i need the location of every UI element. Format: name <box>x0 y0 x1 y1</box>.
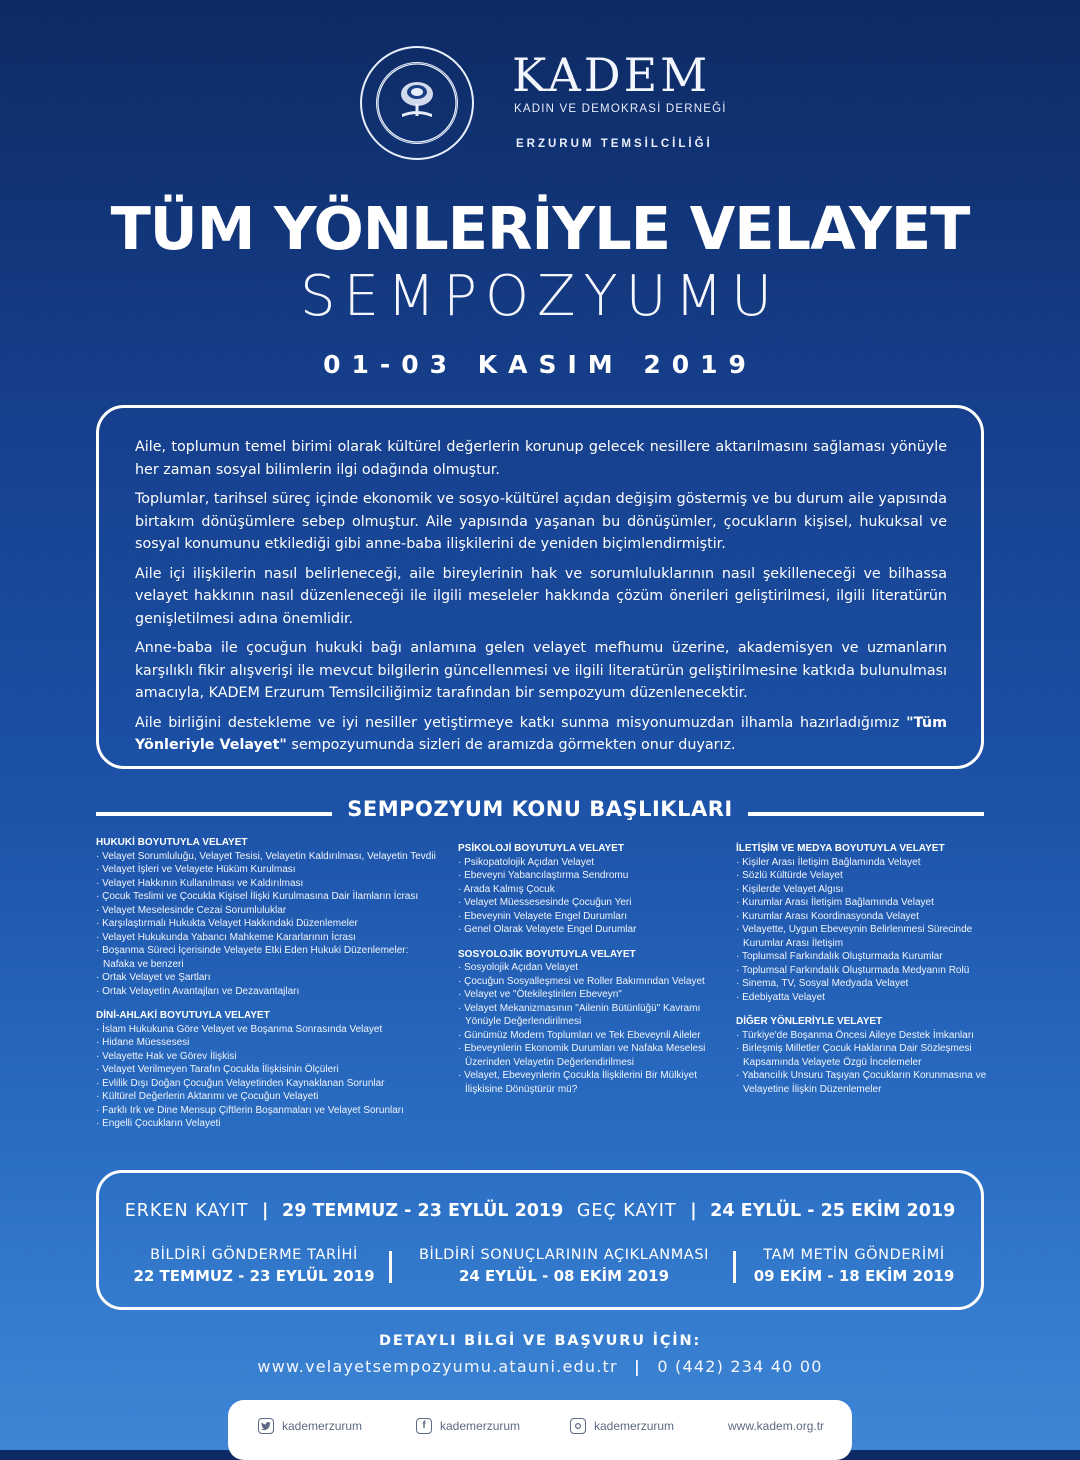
facebook-icon: f <box>416 1418 432 1434</box>
topic-item: · Psikopatolojik Açıdan Velayet <box>458 856 718 870</box>
facebook-handle: kademerzurum <box>440 1419 521 1433</box>
topic-item: · Birleşmiş Milletler Çocuk Haklarına Dair Sözleşmesi Kapsamında Velayete Özgü İncelemeler <box>736 1042 998 1069</box>
topic-item: · Hidane Müessesesi <box>96 1036 441 1050</box>
fulltext-label: TAM METİN GÖNDERİMİ <box>763 1247 945 1263</box>
topic-list <box>96 850 441 999</box>
topics-column-3 <box>736 842 998 1107</box>
topic-item: · Ortak Velayetin Avantajları ve Dezavantajları <box>96 985 441 999</box>
contact-row <box>0 1357 1080 1376</box>
topic-item: · Kişiler Arası İletişim Bağlamında Velayet <box>736 856 998 870</box>
topic-item: · Yabancılık Unsuru Taşıyan Çocukların Korunmasına ve Velayetine İlişkin Düzenlemeler <box>736 1069 998 1096</box>
seal-inner-ring <box>376 62 458 144</box>
kadem-website-link[interactable] <box>728 1415 824 1437</box>
topic-item: · Sosyolojik Açıdan Velayet <box>458 961 718 975</box>
topic-item: · Engelli Çocukların Velayeti <box>96 1117 441 1131</box>
twitter-icon <box>258 1418 274 1434</box>
late-registration-label: GEÇ KAYIT <box>576 1201 677 1221</box>
topic-item: · Farklı Irk ve Dine Mensup Çiftlerin Boşanmaları ve Velayet Sorunları <box>96 1104 441 1118</box>
title-main: TÜM YÖNLERİYLE VELAYET <box>110 194 970 263</box>
intro-paragraph: Aile içi ilişkilerin nasıl belirleneceği, aile bireylerinin hak ve sorumluluklarının nasıl şekilleneceği ve bilhassa velayet hakkının nasıl düzenleneceği ile ilgili meseleler hakkında çözüm önerileri geliştirilmesi, ilgili literatürün genişletilmesi adına önemlidir. <box>135 565 947 627</box>
topic-list <box>96 1023 441 1131</box>
phone-number[interactable]: 0 (442) 234 40 00 <box>657 1357 823 1376</box>
topic-item: · Velayet Meselesinde Cezai Sorumluluklar <box>96 904 441 918</box>
topic-heading: DİNİ-AHLAKİ BOYUTUYLA VELAYET <box>96 1010 270 1021</box>
dates-box <box>96 1170 984 1310</box>
title-sub: SEMPOZYUMU <box>300 264 780 329</box>
contact-title: DETAYLI BİLGİ VE BAŞVURU İÇİN: <box>379 1333 701 1349</box>
late-registration-dates: 24 EYLÜL - 25 EKİM 2019 <box>710 1201 956 1221</box>
event-date: 01-03 KASIM 2019 <box>323 350 757 379</box>
topic-item: · Türkiye'de Boşanma Öncesi Aileye Destek İmkanları <box>736 1029 998 1043</box>
topic-item: · Çocuğun Sosyalleşmesi ve Roller Bakımından Velayet <box>458 975 718 989</box>
topic-item: · Arada Kalmış Çocuk <box>458 883 718 897</box>
topic-item: · Toplumsal Farkındalık Oluşturmada Kurumlar <box>736 950 998 964</box>
topic-item: · Çocuk Teslimi ve Çocukla Kişisel İlişki Kurulmasına Dair İlamların İcrası <box>96 890 441 904</box>
social-bar <box>228 1400 852 1460</box>
instagram-icon <box>570 1418 586 1434</box>
early-registration-label: ERKEN KAYIT <box>124 1201 249 1221</box>
twitter-link[interactable] <box>258 1415 362 1437</box>
topic-item: · Ebeveynin Velayete Engel Durumları <box>458 910 718 924</box>
topic-item: · Ebeveyni Yabancılaştırma Sendromu <box>458 869 718 883</box>
topic-item: · Velayet, Ebeveynlerin Çocukla İlişkilerini Bir Mülkiyet İlişkisine Dönüştürür mü? <box>458 1069 718 1096</box>
separator: | <box>690 1201 697 1221</box>
intro-paragraph <box>135 712 947 757</box>
topic-item: · Velayet Müessesesinde Çocuğun Yeri <box>458 896 718 910</box>
intro-box <box>96 405 984 769</box>
ataturk-university-seal <box>360 46 474 160</box>
topic-item: · Boşanma Süreci İçerisinde Velayete Etki Eden Hukuki Düzenlemeler: Nafaka ve benzeri <box>96 944 441 971</box>
registration-row <box>99 1199 981 1223</box>
topic-item: · Velayet Mekanizmasının "Ailenin Bütünlüğü" Kavramı Yönüyle Değerlendirilmesi <box>458 1002 718 1029</box>
instagram-link[interactable] <box>570 1415 674 1437</box>
topic-item: · Velayet ve "Ötekileştirilen Ebeveyn" <box>458 988 718 1002</box>
submission-label: BİLDİRİ GÖNDERME TARİHİ <box>150 1247 358 1263</box>
topic-item: · Ebeveynlerin Ekonomik Durumları ve Nafaka Meselesi Üzerinden Velayetin Değerlendirilmesi <box>458 1042 718 1069</box>
topic-list <box>736 1029 998 1097</box>
submission-dates: 22 TEMMUZ - 23 EYLÜL 2019 <box>133 1267 375 1285</box>
topic-item: · Sinema, TV, Sosyal Medyada Velayet <box>736 977 998 991</box>
fulltext-submission <box>744 1245 964 1287</box>
topic-item: · Kişilerde Velayet Algısı <box>736 883 998 897</box>
topic-item: · Edebiyatta Velayet <box>736 991 998 1005</box>
kadem-full-name: KADIN VE DEMOKRASİ DERNEĞİ <box>514 103 727 115</box>
topic-item: · Velayet Hukukunda Yabancı Mahkeme Kararlarının İcrası <box>96 931 441 945</box>
kadem-branch: ERZURUM TEMSİLCİLİĞİ <box>516 138 713 150</box>
topic-item: · Velayet İşleri ve Velayete Hüküm Kurulması <box>96 863 441 877</box>
topic-item: · Karşılaştırmalı Hukukta Velayet Hakkındaki Düzenlemeler <box>96 917 441 931</box>
intro-paragraph: Toplumlar, tarihsel süreç içinde ekonomik ve sosyo-kültürel açıdan değişim göstermiş ve bu durum aile yapısında birtakım dönüşümlere sebep olmuştur. Aile yapısında yaşanan bu dönüşümler, çocukların kişisel, hukuksal ve sosyal konumunu etkilediği gibi anne-baba ilişkilerini de yeniden biçimlendirmiştir. <box>135 491 947 552</box>
topic-item: · Velayet Hakkının Kullanılması ve Kaldırılması <box>96 877 441 891</box>
topic-item: · Velayette, Uygun Ebeveynin Belirlenmesi Sürecinde Kurumlar Arası İletişim <box>736 923 998 950</box>
topic-heading: SOSYOLOJİK BOYUTUYLA VELAYET <box>458 948 636 960</box>
topic-heading: PSİKOLOJİ BOYUTUYLA VELAYET <box>458 843 624 854</box>
intro-paragraph: Anne-baba ile çocuğun hukuki bağı anlamına gelen velayet mefhumu üzerine, akademisyen ve uzmanların karşılıklı fikir alışverişi ile mevcut bilgilerin güncellenmesi ve ilgili literatürün geliştirilmesine katkıda bulunulması amacıyla, KADEM Erzurum Temsilciliğimiz tarafından bir sempozyum düzenlenecektir. <box>135 640 947 701</box>
kadem-logo: KADEM <box>512 48 711 102</box>
fulltext-dates: 09 EKİM - 18 EKİM 2019 <box>753 1267 955 1285</box>
topic-item: · Velayet Verilmeyen Tarafın Çocukla İlişkisinin Ölçüleri <box>96 1063 441 1077</box>
topic-item: · Evlilik Dışı Doğan Çocuğun Velayetinden Kaynaklanan Sorunlar <box>96 1077 441 1091</box>
topic-item: · Günümüz Modern Toplumları ve Tek Ebeveynli Aileler <box>458 1029 718 1043</box>
separator: | <box>634 1357 642 1376</box>
topic-item: · Kültürel Değerlerin Aktarımı ve Çocuğun Velayeti <box>96 1090 441 1104</box>
intro-text: Aile birliğini destekleme ve iyi nesiller yetiştirmeye katkı sunma misyonumuzdan ilhamla hazırladığımız <box>135 714 907 731</box>
topic-item: · Velayette Hak ve Görev İlişkisi <box>96 1050 441 1064</box>
instagram-handle: kademerzurum <box>594 1419 675 1433</box>
topic-item: · Genel Olarak Velayete Engel Durumlar <box>458 923 718 937</box>
topic-list <box>458 961 718 1096</box>
submission-deadline <box>119 1245 389 1287</box>
topics-title: SEMPOZYUM KONU BAŞLIKLARI <box>347 797 733 821</box>
early-registration-dates: 29 TEMMUZ - 23 EYLÜL 2019 <box>282 1201 564 1221</box>
topic-heading: HUKUKİ BOYUTUYLA VELAYET <box>96 837 248 848</box>
intro-text: sempozyumunda sizleri de aramızda görmekten onur duyarız. <box>286 737 736 753</box>
topics-column-2 <box>458 842 718 1107</box>
topic-heading: İLETİŞİM VE MEDYA BOYUTUYLA VELAYET <box>736 843 945 854</box>
kadem-website: www.kadem.org.tr <box>728 1419 825 1433</box>
topic-item: · Kurumlar Arası Koordinasyonda Velayet <box>736 910 998 924</box>
topic-list <box>736 856 998 1005</box>
topic-item: · Toplumsal Farkındalık Oluşturmada Medyanın Rolü <box>736 964 998 978</box>
divider <box>733 1251 736 1283</box>
results-label: BİLDİRİ SONUÇLARININ AÇIKLANMASI <box>418 1247 710 1263</box>
twitter-handle: kademerzurum <box>282 1419 363 1433</box>
topic-item: · İslam Hukukuna Göre Velayet ve Boşanma Sonrasında Velayet <box>96 1023 441 1037</box>
topic-item: · Ortak Velayet ve Şartları <box>96 971 441 985</box>
results-announcement <box>404 1245 724 1287</box>
intro-paragraph: Aile, toplumun temel birimi olarak kültürel değerlerin korunup gelecek nesillere aktarılmasını sağlaması yönüyle her zaman sosyal bilimlerin ilgi odağında olmuştur. <box>135 439 947 478</box>
website-link[interactable]: www.velayetsempozyumu.atauni.edu.tr <box>257 1357 618 1376</box>
results-dates: 24 EYLÜL - 08 EKİM 2019 <box>458 1267 670 1285</box>
topic-list <box>458 856 718 937</box>
topic-heading: DİĞER YÖNLERİYLE VELAYET <box>736 1016 883 1027</box>
topic-item: · Sözlü Kültürde Velayet <box>736 869 998 883</box>
facebook-link[interactable] <box>416 1415 520 1437</box>
topic-item: · Kurumlar Arası İletişim Bağlamında Velayet <box>736 896 998 910</box>
separator: | <box>262 1201 269 1221</box>
topic-item: · Velayet Sorumluluğu, Velayet Tesisi, Velayetin Kaldırılması, Velayetin Tevdii <box>96 850 441 864</box>
divider <box>389 1251 392 1283</box>
topics-column-1 <box>96 836 441 1142</box>
intro-highlight: "Tüm Yönleriyle Velayet" <box>135 714 947 753</box>
